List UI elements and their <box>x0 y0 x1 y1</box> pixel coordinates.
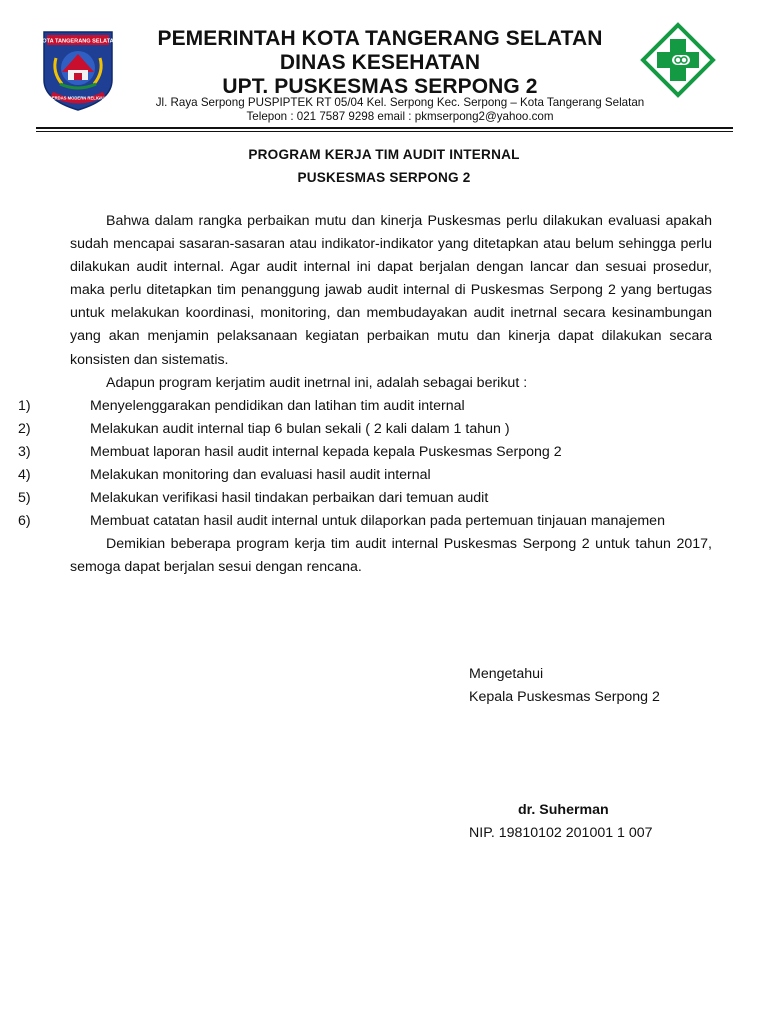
letterhead-divider-thin <box>36 131 733 132</box>
intro-paragraph: Bahwa dalam rangka perbaikan mutu dan kinerja Puskesmas perlu dilakukan evaluasi apakah sudah mencapai sasaran-sasaran atau indikator-indikator yang ditetapkan atau belum sehingga perlu dilakukan audit internal. Agar audit internal ini dapat berjalan dengan lancar dan sesuai prosedur, maka perlu ditetapkan tim penanggung jawab audit internal di Puskesmas Serpong 2 yang bertugas untuk melakukan koordinasi, monitoring, dan membudayakan audit inetrnal secara kesinambungan yang akan menjamin pelaksanaan kegiatan perbaikan mutu dan kinerja dapat dilakukan secara konsisten dan sistematis. <box>70 213 712 368</box>
list-item-text: Membuat laporan hasil audit internal kepada kepala Puskesmas Serpong 2 <box>90 443 562 460</box>
letterhead-address: Jl. Raya Serpong PUSPIPTEK RT 05/04 Kel. Serpong Kec. Serpong – Kota Tangerang Selatan <box>155 96 645 109</box>
signature-position: Kepala Puskesmas Serpong 2 <box>469 689 660 705</box>
list-item-text: Melakukan audit internal tiap 6 bulan sekali ( 2 kali dalam 1 tahun ) <box>90 420 510 437</box>
signature-name: dr. Suherman <box>518 802 609 818</box>
list-item <box>18 487 712 510</box>
list-item <box>18 510 712 533</box>
crest-bottom-text: CERDAS MODERN RELIGIUS <box>48 95 108 101</box>
list-item <box>18 395 712 418</box>
closing-paragraph: Demikian beberapa program kerja tim audit internal Puskesmas Serpong 2 untuk tahun 2017, semoga dapat berjalan sesui dengan rencana. <box>70 536 712 576</box>
letterhead-address-block <box>130 96 670 123</box>
list-item <box>18 441 712 464</box>
list-item-text: Menyelenggarakan pendidikan dan latihan tim audit internal <box>90 397 465 414</box>
list-item-text: Membuat catatan hasil audit internal untuk dilaporkan pada pertemuan tinjauan manajemen <box>90 513 665 530</box>
document-subtitle: PUSKESMAS SERPONG 2 <box>297 170 471 185</box>
letterhead-contact: Telepon : 021 7587 9298 email : pkmserpong2@yahoo.com <box>246 109 554 123</box>
letterhead <box>118 27 642 99</box>
letterhead-divider-thick <box>36 127 733 129</box>
signature-nip: NIP. 19810102 201001 1 007 <box>469 825 653 841</box>
document-body <box>18 210 712 580</box>
letterhead-government: PEMERINTAH KOTA TANGERANG SELATAN <box>157 27 603 50</box>
puskesmas-cross-icon <box>640 22 716 98</box>
program-list <box>18 395 712 534</box>
list-item-number: 6) <box>18 513 31 530</box>
list-item-number: 2) <box>18 420 31 437</box>
letterhead-unit: UPT. PUSKESMAS SERPONG 2 <box>222 75 538 98</box>
crest-top-text: KOTA TANGERANG SELATAN <box>38 38 118 45</box>
list-item-text: Melakukan verifikasi hasil tindakan perbaikan dari temuan audit <box>90 490 489 507</box>
list-item <box>18 418 712 441</box>
list-item <box>18 464 712 487</box>
tangerang-selatan-crest-icon <box>38 28 118 112</box>
list-item-number: 4) <box>18 467 31 484</box>
list-item-number: 3) <box>18 443 31 460</box>
list-item-number: 5) <box>18 490 31 507</box>
list-item-number: 1) <box>18 397 31 414</box>
document-title: PROGRAM KERJA TIM AUDIT INTERNAL <box>248 147 520 162</box>
list-intro: Adapun program kerjatim audit inetrnal ini, adalah sebagai berikut : <box>106 374 528 391</box>
list-item-text: Melakukan monitoring dan evaluasi hasil audit internal <box>90 467 431 484</box>
signature-acknowledge: Mengetahui <box>469 666 544 682</box>
letterhead-department: DINAS KESEHATAN <box>279 51 481 74</box>
